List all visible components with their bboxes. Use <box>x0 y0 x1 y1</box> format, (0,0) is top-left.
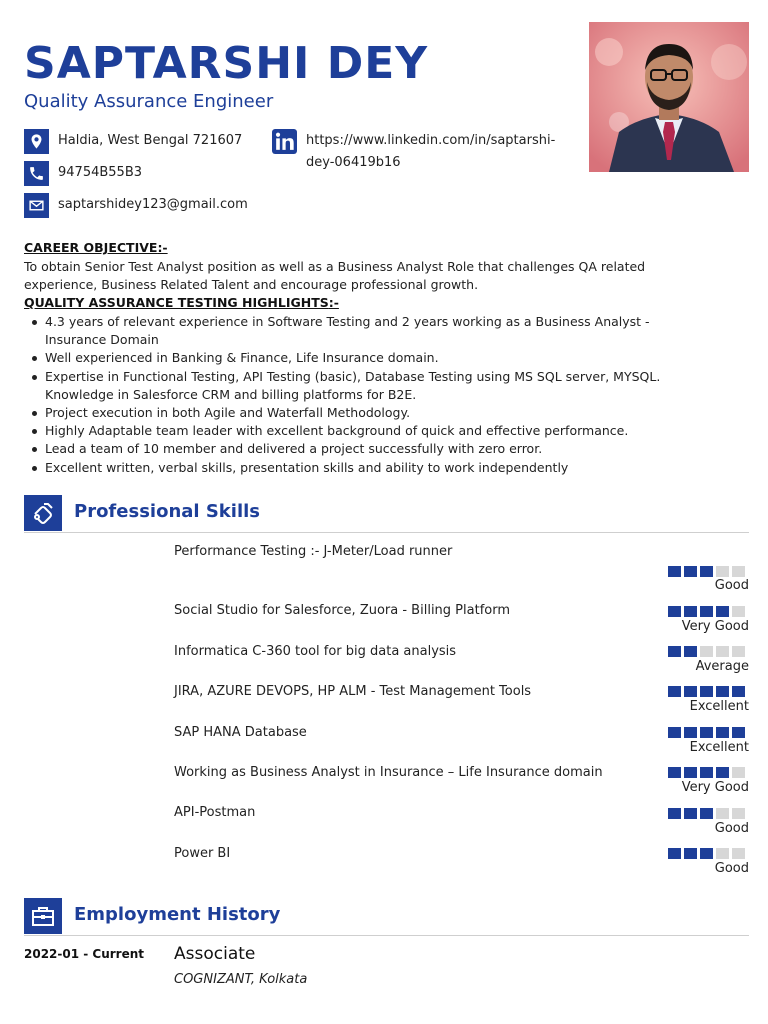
skill-level: Average <box>695 659 749 674</box>
skills-icon <box>24 495 62 531</box>
rating-square-filled <box>700 808 713 819</box>
skill-level: Good <box>714 861 749 876</box>
highlight-text: 4.3 years of relevant experience in Software Testing and 2 years working as a Business Analyst - <box>45 314 650 329</box>
rating-square-filled <box>684 646 697 657</box>
skill-name: Working as Business Analyst in Insurance – Life Insurance domain <box>174 765 603 780</box>
employment-history-title: Employment History <box>74 904 281 925</box>
highlight-item <box>24 368 724 404</box>
skill-level: Good <box>714 578 749 593</box>
rating-square-empty <box>732 566 745 577</box>
professional-skills-title: Professional Skills <box>74 501 260 522</box>
highlight-item: Highly Adaptable team leader with excellent background of quick and effective performance. <box>24 422 724 440</box>
rating-square-filled <box>700 566 713 577</box>
contact-phone <box>24 161 142 186</box>
rating-square-empty <box>732 848 745 859</box>
rating-square-empty <box>716 646 729 657</box>
skill-rating <box>668 767 745 778</box>
rating-square-filled <box>668 767 681 778</box>
skill-rating <box>668 808 745 819</box>
skill-name: API-Postman <box>174 805 256 820</box>
skill-rating <box>668 566 745 577</box>
skill-name: Performance Testing :- J-Meter/Load runner <box>174 544 453 559</box>
rating-square-filled <box>716 606 729 617</box>
skill-level: Good <box>714 821 749 836</box>
rating-square-filled <box>668 646 681 657</box>
career-objective-heading-text: CAREER OBJECTIVE <box>24 240 158 255</box>
rating-square-filled <box>700 848 713 859</box>
highlight-item: Excellent written, verbal skills, presentation skills and ability to work independently <box>24 459 724 477</box>
highlight-item: Project execution in both Agile and Waterfall Methodology. <box>24 404 724 422</box>
linkedin-line-1: https://www.linkedin.com/in/saptarshi- <box>306 133 556 148</box>
qa-highlights-heading <box>24 295 339 310</box>
rating-square-filled <box>684 727 697 738</box>
career-objective-heading-suffix: :- <box>157 240 168 255</box>
job-company: COGNIZANT, Kolkata <box>174 972 308 987</box>
skill-name: JIRA, AZURE DEVOPS, HP ALM - Test Management Tools <box>174 684 532 699</box>
rating-square-filled <box>700 767 713 778</box>
skill-name: Power BI <box>174 846 231 861</box>
skill-level: Very Good <box>681 619 749 634</box>
rating-square-empty <box>700 646 713 657</box>
rating-square-empty <box>732 767 745 778</box>
linkedin-icon <box>272 129 297 154</box>
rating-square-empty <box>716 848 729 859</box>
rating-square-filled <box>684 808 697 819</box>
highlight-item <box>24 313 724 349</box>
linkedin-line-2: dey-06419b16 <box>306 155 401 170</box>
rating-square-empty <box>732 808 745 819</box>
candidate-title: Quality Assurance Engineer <box>24 91 274 112</box>
location-icon <box>24 129 49 154</box>
rating-square-filled <box>700 606 713 617</box>
highlight-text: Expertise in Functional Testing, API Testing (basic), Database Testing using MS SQL server, MYSQL. <box>45 368 661 384</box>
rating-square-filled <box>700 727 713 738</box>
rating-square-filled <box>668 566 681 577</box>
email-text[interactable]: saptarshidey123@gmail.com <box>58 197 248 212</box>
skill-rating <box>668 646 745 657</box>
qa-highlights-heading-suffix: :- <box>328 295 339 310</box>
rating-square-filled <box>684 566 697 577</box>
contact-linkedin[interactable] <box>272 129 555 174</box>
qa-highlights-list <box>24 313 724 477</box>
candidate-name: SAPTARSHI DEY <box>24 38 429 89</box>
employment-history-header <box>24 898 749 936</box>
rating-square-empty <box>732 606 745 617</box>
rating-square-filled <box>684 686 697 697</box>
skill-level: Excellent <box>689 699 749 714</box>
rating-square-filled <box>668 808 681 819</box>
skill-level: Very Good <box>681 780 749 795</box>
rating-square-filled <box>684 767 697 778</box>
rating-square-empty <box>716 808 729 819</box>
highlight-item: Lead a team of 10 member and delivered a project successfully with zero error. <box>24 440 724 458</box>
highlight-item: Well experienced in Banking & Finance, Life Insurance domain. <box>24 349 724 367</box>
skill-name: SAP HANA Database <box>174 725 307 740</box>
rating-square-filled <box>668 686 681 697</box>
skill-rating <box>668 848 745 859</box>
rating-square-filled <box>716 767 729 778</box>
linkedin-text[interactable] <box>306 129 555 174</box>
highlight-text: Knowledge in Salesforce CRM and billing platforms for B2E. <box>45 386 417 402</box>
profile-photo <box>589 22 749 172</box>
phone-text: 94754B55B3 <box>58 165 143 180</box>
skill-rating <box>668 727 745 738</box>
job-role: Associate <box>174 944 256 964</box>
rating-square-filled <box>668 606 681 617</box>
skill-level: Excellent <box>689 740 749 755</box>
professional-skills-header <box>24 495 749 533</box>
rating-square-filled <box>716 686 729 697</box>
skill-rating <box>668 606 745 617</box>
qa-highlights-heading-text: QUALITY ASSURANCE TESTING HIGHLIGHTS <box>24 295 329 310</box>
job-date: 2022-01 - Current <box>24 947 145 961</box>
career-objective-line-1: To obtain Senior Test Analyst position as well as a Business Analyst Role that challenges QA related <box>24 259 646 274</box>
career-objective-heading <box>24 240 168 255</box>
rating-square-filled <box>684 848 697 859</box>
rating-square-filled <box>700 686 713 697</box>
rating-square-filled <box>716 727 729 738</box>
contact-email[interactable] <box>24 193 248 218</box>
contact-address <box>24 129 242 154</box>
address-text: Haldia, West Bengal 721607 <box>58 133 243 148</box>
rating-square-filled <box>668 848 681 859</box>
rating-square-empty <box>732 646 745 657</box>
rating-square-filled <box>732 686 745 697</box>
rating-square-filled <box>732 727 745 738</box>
rating-square-filled <box>684 606 697 617</box>
skill-name: Social Studio for Salesforce, Zuora - Billing Platform <box>174 603 511 618</box>
career-objective-text <box>24 258 724 294</box>
rating-square-empty <box>716 566 729 577</box>
highlight-text: Insurance Domain <box>45 332 159 348</box>
email-icon <box>24 193 49 218</box>
phone-icon <box>24 161 49 186</box>
career-objective-line-2: experience, Business Related Talent and encourage professional growth. <box>24 277 479 292</box>
rating-square-filled <box>668 727 681 738</box>
skill-name: Informatica C-360 tool for big data analysis <box>174 644 457 659</box>
skill-rating <box>668 686 745 697</box>
briefcase-icon <box>24 898 62 934</box>
